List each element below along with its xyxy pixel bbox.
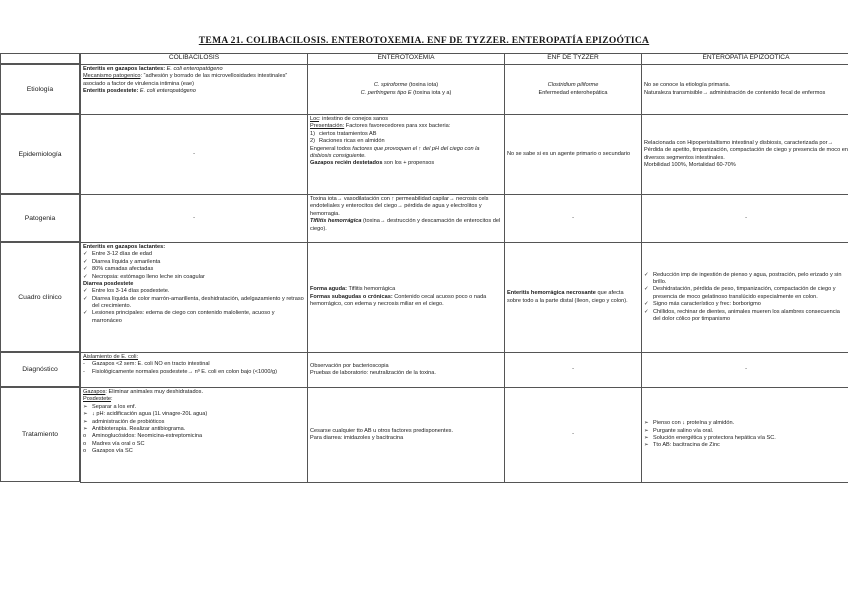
list-item: - Gazapos <2 sem: E. coli NO en tracto intestinal (83, 361, 305, 368)
cell-diagnostico-enterotoxemia: Observación por bacterioscopia Pruebas de laboratorio: neutralización de la toxina. (308, 353, 505, 388)
cell-clinico-tyzzer: Enteritis hemorrágica necrosante que afecta sobre todo a la parte distal (íleon, ciego y colon). (505, 243, 642, 353)
cell-diagnostico-colibacilosis: Aislamiento de E. coli: - Gazapos <2 sem: E. coli NO en tracto intestinal - Fisiológicamente normales posdestete→ nº E. coli en colon bajo (<1000/g) (81, 353, 308, 388)
cell-epidemiologia-epizootica: Relacionada con Hipoperistaltismo intestinal y disbiosis, caracterizada por→ Pérdida de apetito, timpanización, compactación de ciego y presencia de moco en diversos segmentos intestinales. Morbilidad 100%, Mortalidad 60-70% (642, 115, 848, 195)
list-item: o Gazapos vía SC (83, 448, 305, 455)
cell-tratamiento-tyzzer: - (505, 388, 642, 483)
col-header-colibacilosis: COLIBACILOSIS (81, 54, 308, 65)
row-label-epidemiologia: Epidemiología (0, 114, 80, 194)
list-item: o Madres vía oral o SC (83, 441, 305, 448)
cell-diagnostico-tyzzer: - (505, 353, 642, 388)
list-item: ✓ Diarrea líquida y amarilenta (83, 259, 305, 266)
row-label-cuadro-clinico: Cuadro clínico (0, 242, 80, 352)
cell-clinico-colibacilosis: Enteritis en gazapos lactantes: ✓ Entre 3-12 días de edad ✓ Diarrea líquida y amarilenta ✓ 80% camadas afectadas ✓ Necropsia: estómago lleno leche sin coagular Diarrea posdestete ✓ Entre los 3-14 días posdestete. ✓ Diarrea líquida de color marrón-amarillenta, deshidratación, adelgazamiento y retraso del crecimiento. ✓ Lesiones principales: edema de ciego con contenido maloliente, acuoso y marronáceo (81, 243, 308, 353)
list-item: ➢ Antibioterapia. Realizar antibiograma. (83, 426, 305, 433)
list-item: ➢ Tto AB: bacitracina de Zinc (644, 442, 848, 449)
list-item: ➢ Solución energética y protectora hepática vía SC. (644, 435, 848, 442)
cell-diagnostico-epizootica: - (642, 353, 848, 388)
row-etiologia (81, 65, 848, 115)
row-label-etiologia: Etiología (0, 64, 80, 114)
cell-patogenia-colibacilosis: - (81, 195, 308, 243)
col-header-tyzzer: ENF DE TYZZER (505, 54, 642, 65)
cell-etiologia-epizootica: No se conoce la etiología primaria. Naturaleza transmisible→ administración de contenido fecal de enfermos (642, 65, 848, 115)
list-item: ➢ Pienso con ↓ proteína y almidón. (644, 420, 848, 427)
header-corner (0, 53, 80, 64)
page-title: TEMA 21. COLIBACILOSIS. ENTEROTOXEMIA. ENF DE TYZZER. ENTEROPATÍA EPIZOÓTICA (198, 36, 650, 46)
cell-clinico-enterotoxemia: Forma aguda: Tiflitis hemorrágica Formas subagudas o crónicas: Contenido cecal acuoso poco o nada hemorrágico, con edema y necrosis miliar en el ciego. (308, 243, 505, 353)
list-item: ✓ Diarrea líquida de color marrón-amarillenta, deshidratación, adelgazamiento y retraso del crecimiento. (83, 296, 305, 311)
list-item: ➢ Purgante salino vía oral. (644, 428, 848, 435)
cell-patogenia-epizootica: - (642, 195, 848, 243)
row-diagnostico (81, 353, 848, 388)
list-item: - Fisiológicamente normales posdestete→ nº E. coli en colon bajo (<1000/g) (83, 369, 305, 376)
disease-table (80, 53, 848, 483)
list-item: ✓ Reducción imp de ingestión de pienso y agua, postración, pelo erizado y sin brillo. (644, 272, 848, 287)
cell-epidemiologia-enterotoxemia: Loc: intestino de conejos sanos Presentación: Factores favorecedores para xxx bacteria: 1) ciertos tratamientos AB 2) Raciones ricas en almidón Engeneral todos factores que provoquen el ↑ del pH del ciego con la disbiosis consiguiente. Gazapos recién destetados son los + propensos (308, 115, 505, 195)
list-item: ✓ 80% camadas afectadas (83, 266, 305, 273)
list-item: ✓ Signo más característico y frec: borborigmo (644, 301, 848, 308)
list-item: ✓ Necropsia: estómago lleno leche sin coagular (83, 274, 305, 281)
row-tratamiento (81, 388, 848, 483)
row-cuadro-clinico (81, 243, 848, 353)
cell-tratamiento-colibacilosis: Gazapos: Eliminar animales muy deshidratados. Posdestete: ➢ Separar a los enf. ➢ ↓ pH: acidificación agua (1L vinagre-20L agua) ➢ administración de probióticos ➢ Antibioterapia. Realizar antibiograma. o Aminoglucósidos: Neomicina-estreptomicina o Madres vía oral o SC o Gazapos vía SC (81, 388, 308, 483)
row-label-tratamiento: Tratamiento (0, 387, 80, 482)
col-header-enterotoxemia: ENTEROTOXEMIA (308, 54, 505, 65)
row-epidemiologia (81, 115, 848, 195)
list-item: ✓ Chillidos, rechinar de dientes, animales mueren los alambres consecuencia del dolor cólico por timpanismo (644, 309, 848, 324)
list-item: ✓ Deshidratación, pérdida de peso, timpanización, compactación de ciego y presencia de moco gelatinoso translúcido especialmente en colon. (644, 286, 848, 301)
col-header-epizootica: ENTEROPATÍA EPIZOOTICA (642, 54, 848, 65)
list-item: ✓ Entre 3-12 días de edad (83, 251, 305, 258)
list-item: ➢ ↓ pH: acidificación agua (1L vinagre-20L agua) (83, 411, 305, 418)
cell-etiologia-colibacilosis: Enteritis en gazapos lactantes: E. coli enteropatógeno Mecanismo patogenico: “adhesión y borrado de las microvellosidades intestinales” asociado a factor de virulencia intimina (eae) Enteritis posdestete: E. coli enteropatógeno (81, 65, 308, 115)
cell-tratamiento-enterotoxemia: Cesarse cualquier tto AB u otros factores predisponentes. Para diarrea: imidazoles y bacitracina (308, 388, 505, 483)
header-row (81, 54, 848, 65)
cell-epidemiologia-colibacilosis: - (81, 115, 308, 195)
cell-clinico-epizootica (642, 243, 848, 353)
cell-patogenia-tyzzer: - (505, 195, 642, 243)
list-item: ➢ administración de probióticos (83, 419, 305, 426)
list-item: ➢ Separar a los enf. (83, 404, 305, 411)
row-patogenia (81, 195, 848, 243)
cell-tratamiento-epizootica (642, 388, 848, 483)
row-label-patogenia: Patogenia (0, 194, 80, 242)
list-item: ✓ Entre los 3-14 días posdestete. (83, 288, 305, 295)
cell-patogenia-enterotoxemia: Toxina iota→ vasodilatación con ↑ permeabilidad capilar→ necrosis cels endoteliales y enterocitos del ciego→ pérdida de agua y electrolitos y hemorragia. Tiflitis hemorrágica (toxina→ destrucción y descamación de enterocitos del ciego). (308, 195, 505, 243)
cell-etiologia-enterotoxemia: C. spiroforme (toxina iota) C. perfringens tipo E (toxina iota y a) (308, 65, 505, 115)
row-label-diagnostico: Diagnóstico (0, 352, 80, 387)
list-item: o Aminoglucósidos: Neomicina-estreptomicina (83, 433, 305, 440)
cell-etiologia-tyzzer: Clostridium piliforme Enfermedad enterohepática (505, 65, 642, 115)
cell-epidemiologia-tyzzer: No se sabe si es un agente primario o secundario (505, 115, 642, 195)
list-item: ✓ Lesiones principales: edema de ciego con contenido maloliente, acuoso y marronáceo (83, 310, 305, 325)
